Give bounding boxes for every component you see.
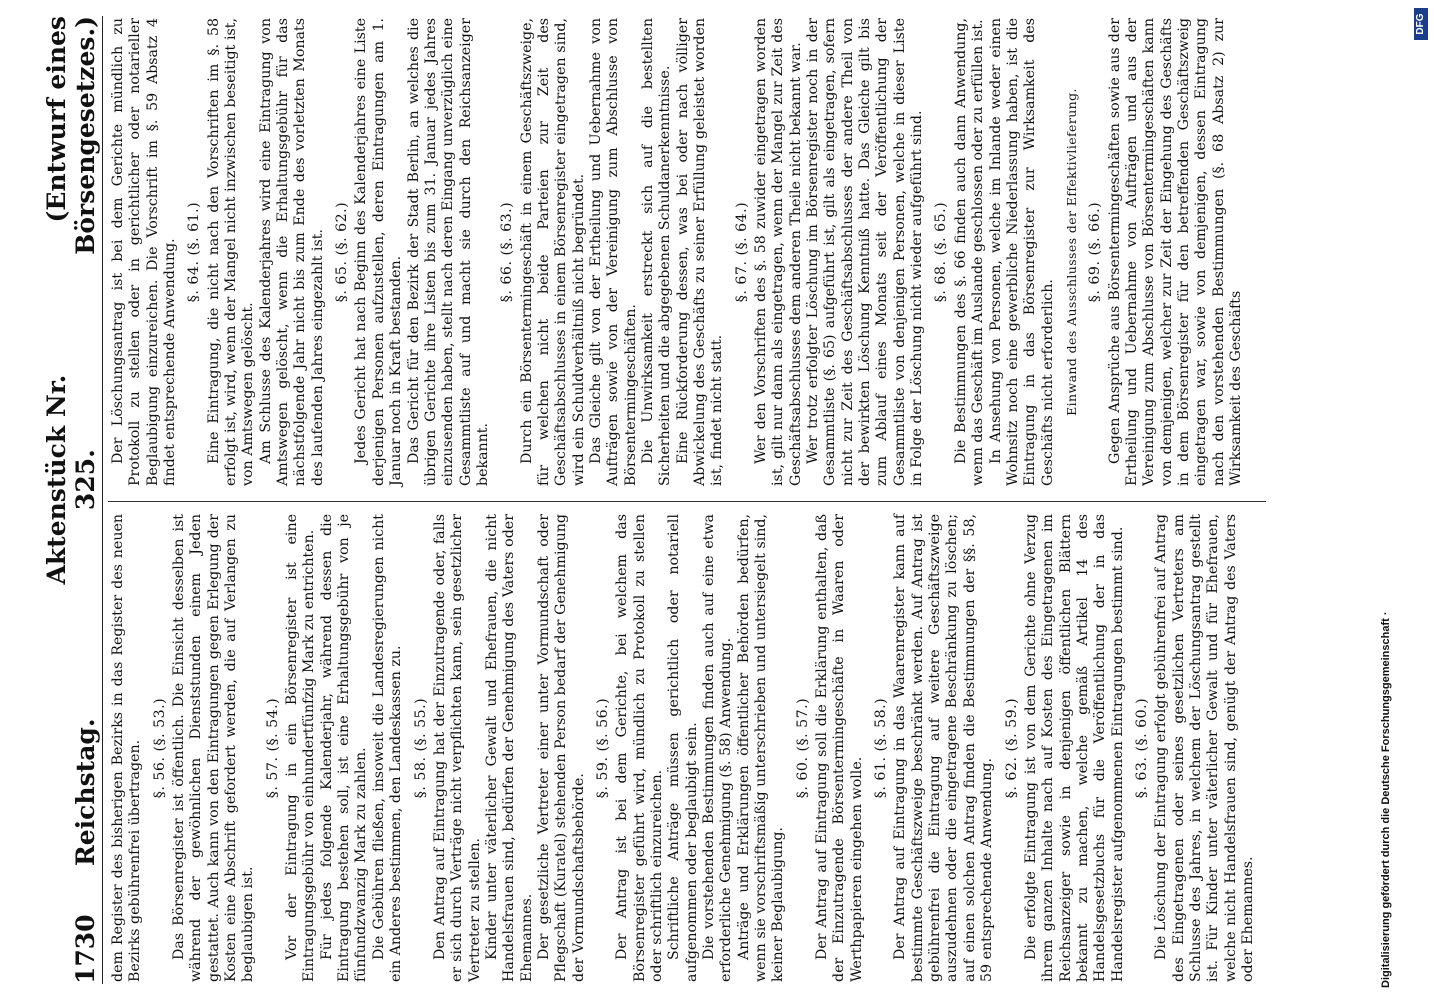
- paragraph: Anträge und Erklärungen öffentlicher Behörden bedürfen, wenn sie vorschriftsmäßig unterschrieben und untersiegelt sind, keiner Beglaubigung.: [735, 514, 787, 982]
- header-left: Reichstag.: [71, 718, 100, 866]
- page-header: [42, 16, 100, 984]
- digitization-credit: Digitalisierung gefördert durch die Deutsche Forschungsgemeinschaft ·: [1380, 611, 1392, 988]
- section-heading: §. 59. (§. 56.): [594, 697, 611, 799]
- header-rule: [102, 16, 103, 984]
- section-heading: §. 65. (§. 62.): [334, 201, 351, 303]
- right-column: [110, 18, 1245, 486]
- paragraph: Jedes Gericht hat nach Beginn des Kalenderjahres eine Liste derjenigen Personen aufzustellen, deren Eintragungen am 1. Januar noch in Kraft bestanden.: [353, 18, 405, 486]
- paragraph: Schriftliche Anträge müssen gerichtlich oder notariell aufgenommen oder beglaubigt sein.: [666, 514, 700, 982]
- paragraph: Die Löschung der Eintragung erfolgt gebührenfrei auf Antrag des Eingetragenen oder seines gesetzlichen Vertreters am Schlusse des Jahres, in welchem der Löschungsantrag gestellt ist. Für Kinder unter väterlicher Gewalt und für Ehefrauen, welche nicht Handelsfrauen sind, genügt der Antrag des Vaters oder Ehemannes.: [1153, 514, 1256, 982]
- header-right: (Entwurf eines Börsengesetzes.): [42, 16, 100, 255]
- paragraph: Gegen Ansprüche aus Börsentermingeschäften sowie aus der Ertheilung und Uebernahme von Aufträgen und aus der Vereinigung zum Abschlusse von Börsentermingeschäften kann von demjenigen, welcher zur Zeit der Eingehung des Geschäfts in dem Börsenregister für den betreffenden Geschäftszweig eingetragen war, sowie von demjenigen, dessen Eintragung nach den vorstehenden Bestimmungen (§. 68 Absatz 2) zur Wirksamkeit des Geschäfts: [1106, 18, 1244, 486]
- section-heading: §. 68. (§. 65.): [933, 201, 950, 303]
- section-heading: §. 57. (§. 54.): [264, 697, 281, 799]
- section-heading: §. 56. (§. 53.): [151, 697, 168, 799]
- paragraph: Der Antrag ist bei dem Gerichte, bei welchem das Börsenregister geführt wird, mündlich zu Protokoll zu stellen oder schriftlich einzureichen.: [614, 514, 665, 982]
- subheading: Einwand des Ausschlusses der Effektivlieferung.: [1063, 88, 1079, 416]
- section-heading: §. 61. (§. 58.): [873, 697, 890, 799]
- section-heading: §. 66. (§. 63.): [499, 201, 516, 303]
- paragraph: Für jedes folgende Kalenderjahr, während dessen die Eintragung bestehen soll, ist eine Erhaltungsgebühr von je fünfundzwanzig Mark zu zahlen.: [318, 514, 370, 982]
- paragraph: Der Antrag auf Eintragung soll die Erklärung enthalten, daß der Einzutragende Börsentermingeschäfte in Waaren oder Werthpapieren eingehen wolle.: [814, 514, 865, 982]
- paragraph: Die vorstehenden Bestimmungen finden auch auf eine etwa erforderliche Genehmigung (§. 58) Anwendung.: [701, 514, 735, 982]
- paragraph: Das Börsenregister ist öffentlich. Die Einsicht desselben ist während der gewöhnlichen Dienststunden einem Jeden gestattet. Auch kann von den Eintragungen gegen Erlegung der Kosten eine Abschrift gefordert werden, die auf Verlangen zu beglaubigen ist.: [171, 514, 257, 982]
- paragraph: Wer den Vorschriften des §. 58 zuwider eingetragen worden ist, gilt nur dann als eingetragen, wenn der Mangel zur Zeit des Geschäftsabschlusses dem anderen Theile nicht bekannt war.: [753, 18, 804, 486]
- paragraph: Wer trotz erfolgter Löschung im Börsenregister noch in der Gesammtliste (§. 65) aufgeführt ist, gilt als eingetragen, sofern nicht zur Zeit des Geschäftsabschlusses der andere Theil von der bewirkten Löschung Kenntniß hatte. Das Gleiche gilt bis zum Ablauf eines Monats seit der Veröffentlichung der Gesammtliste von denjenigen Personen, welche in dieser Liste in Folge der Löschung nicht wieder aufgeführt sind.: [805, 18, 926, 486]
- section-heading: §. 64. (§. 61.): [186, 201, 203, 303]
- paragraph: Durch ein Börsentermingeschäft in einem Geschäftszweige, für welchen nicht beide Parteien zur Zeit des Geschäftsabschlusses in einem Börsenregister eingetragen sind, wird ein Schuldverhältniß nicht begründet.: [518, 18, 587, 486]
- paragraph: Die Unwirksamkeit erstreckt sich auf die bestellten Sicherheiten und die abgegebenen Schuldanerkenntnisse.: [639, 18, 674, 486]
- paragraph: Der Antrag auf Eintragung in das Waarenregister kann auf bestimmte Geschäftszweige beschränkt werden. Auf Antrag ist gebührenfrei die Eintragung auf weitere Geschäftszweige auszudehnen oder die eingetragene Beschränkung zu löschen; auf einen solchen Antrag finden die Bestimmungen der §§. 58, 59 entsprechende Anwendung.: [892, 514, 996, 982]
- paragraph: Die Gebühren fließen, insoweit die Landesregierungen nicht ein Anderes bestimmen, den Landeskassen zu.: [370, 514, 405, 982]
- paragraph: Die erfolgte Eintragung ist von dem Gerichte ohne Verzug ihrem ganzen Inhalte nach auf Kosten des Eingetragenen im Reichsanzeiger sowie in denjenigen öffentlichen Blättern bekannt zu machen, welche gemäß Artikel 14 des Handelsgesetzbuchs für die Veröffentlichung der in das Handelsregister aufgenommenen Eintragungen bestimmt sind.: [1022, 514, 1126, 982]
- section-heading: §. 69. (§. 66.): [1087, 201, 1104, 303]
- paragraph: Vor der Eintragung in ein Börsenregister ist eine Eintragungsgebühr von einhundertfünfzig Mark zu entrichten.: [284, 514, 318, 982]
- paragraph: dem Register des bisherigen Bezirks in das Register des neuen Bezirks gebührenfrei übertragen.: [110, 514, 144, 982]
- page-number: 1730: [71, 914, 100, 984]
- section-heading: §. 63. (§. 60.): [1133, 697, 1150, 799]
- left-column: [110, 514, 1257, 982]
- paragraph: Eine Eintragung, die nicht nach den Vorschriften im §. 58 erfolgt ist, wird, wenn der Mangel nicht inzwischen beseitigt ist, von Amtswegen gelöscht.: [205, 18, 257, 486]
- section-heading: §. 67. (§. 64.): [733, 201, 750, 303]
- paragraph: Die Bestimmungen des §. 66 finden auch dann Anwendung, wenn das Geschäft im Auslande geschlossen oder zu erfüllen ist.: [952, 18, 987, 486]
- paragraph: Das Gleiche gilt von der Ertheilung und Uebernahme von Aufträgen sowie von der Vereinigung zum Abschlusse von Börsentermingeschäften.: [587, 18, 639, 486]
- dfg-logo: DFG: [1414, 8, 1428, 40]
- paragraph: Am Schlusse des Kalenderjahres wird eine Eintragung von Amtswegen gelöscht, wenn die Erhaltungsgebühr für das nächstfolgende Jahr nicht bis zum Ende des vorletzten Monats des laufenden Jahres eingezahlt ist.: [257, 18, 326, 486]
- section-heading: §. 62. (§. 59.): [1003, 697, 1020, 799]
- paragraph: Den Antrag auf Eintragung hat der Einzutragende oder, falls er sich durch Verträge nicht verpflichten kann, sein gesetzlicher Vertreter zu stellen.: [431, 514, 483, 982]
- paragraph: Eine Rückforderung dessen, was bei oder nach völliger Abwickelung des Geschäfts zu seiner Erfüllung geleistet worden ist, findet nicht statt.: [674, 18, 726, 486]
- paragraph: Kinder unter väterlicher Gewalt und Ehefrauen, die nicht Handelsfrauen sind, bedürfen der Genehmigung des Vaters oder Ehemannes.: [483, 514, 535, 982]
- header-center: Aktenstück Nr. 325.: [42, 374, 100, 585]
- paragraph: Das Gericht für den Bezirk der Stadt Berlin, an welches die übrigen Gerichte ihre Listen bis zum 31. Januar jedes Jahres einzusenden haben, stellt nach deren Eingang unverzüglich eine Gesammtliste auf und macht sie durch den Reichsanzeiger bekannt.: [405, 18, 491, 486]
- section-heading: §. 58. (§. 55.): [412, 697, 429, 799]
- paragraph: In Ansehung von Personen, welche im Inlande weder einen Wohnsitz noch eine gewerbliche Niederlassung haben, ist die Eintragung in das Börsenregister zur Wirksamkeit des Geschäfts nicht erforderlich.: [987, 18, 1056, 486]
- paragraph: Der gesetzliche Vertreter einer unter Vormundschaft oder Pflegschaft (Kuratel) stehenden Person bedarf der Genehmigung der Vormundschaftsbehörde.: [535, 514, 587, 982]
- column-divider: [108, 501, 1266, 502]
- section-heading: §. 60. (§. 57.): [794, 697, 811, 799]
- paragraph: Der Löschungsantrag ist bei dem Gerichte mündlich zu Protokoll zu stellen oder in gerichtlicher oder notarieller Beglaubigung einzureichen. Die Vorschrift im §. 59 Absatz 4 findet entsprechende Anwendung.: [110, 18, 179, 486]
